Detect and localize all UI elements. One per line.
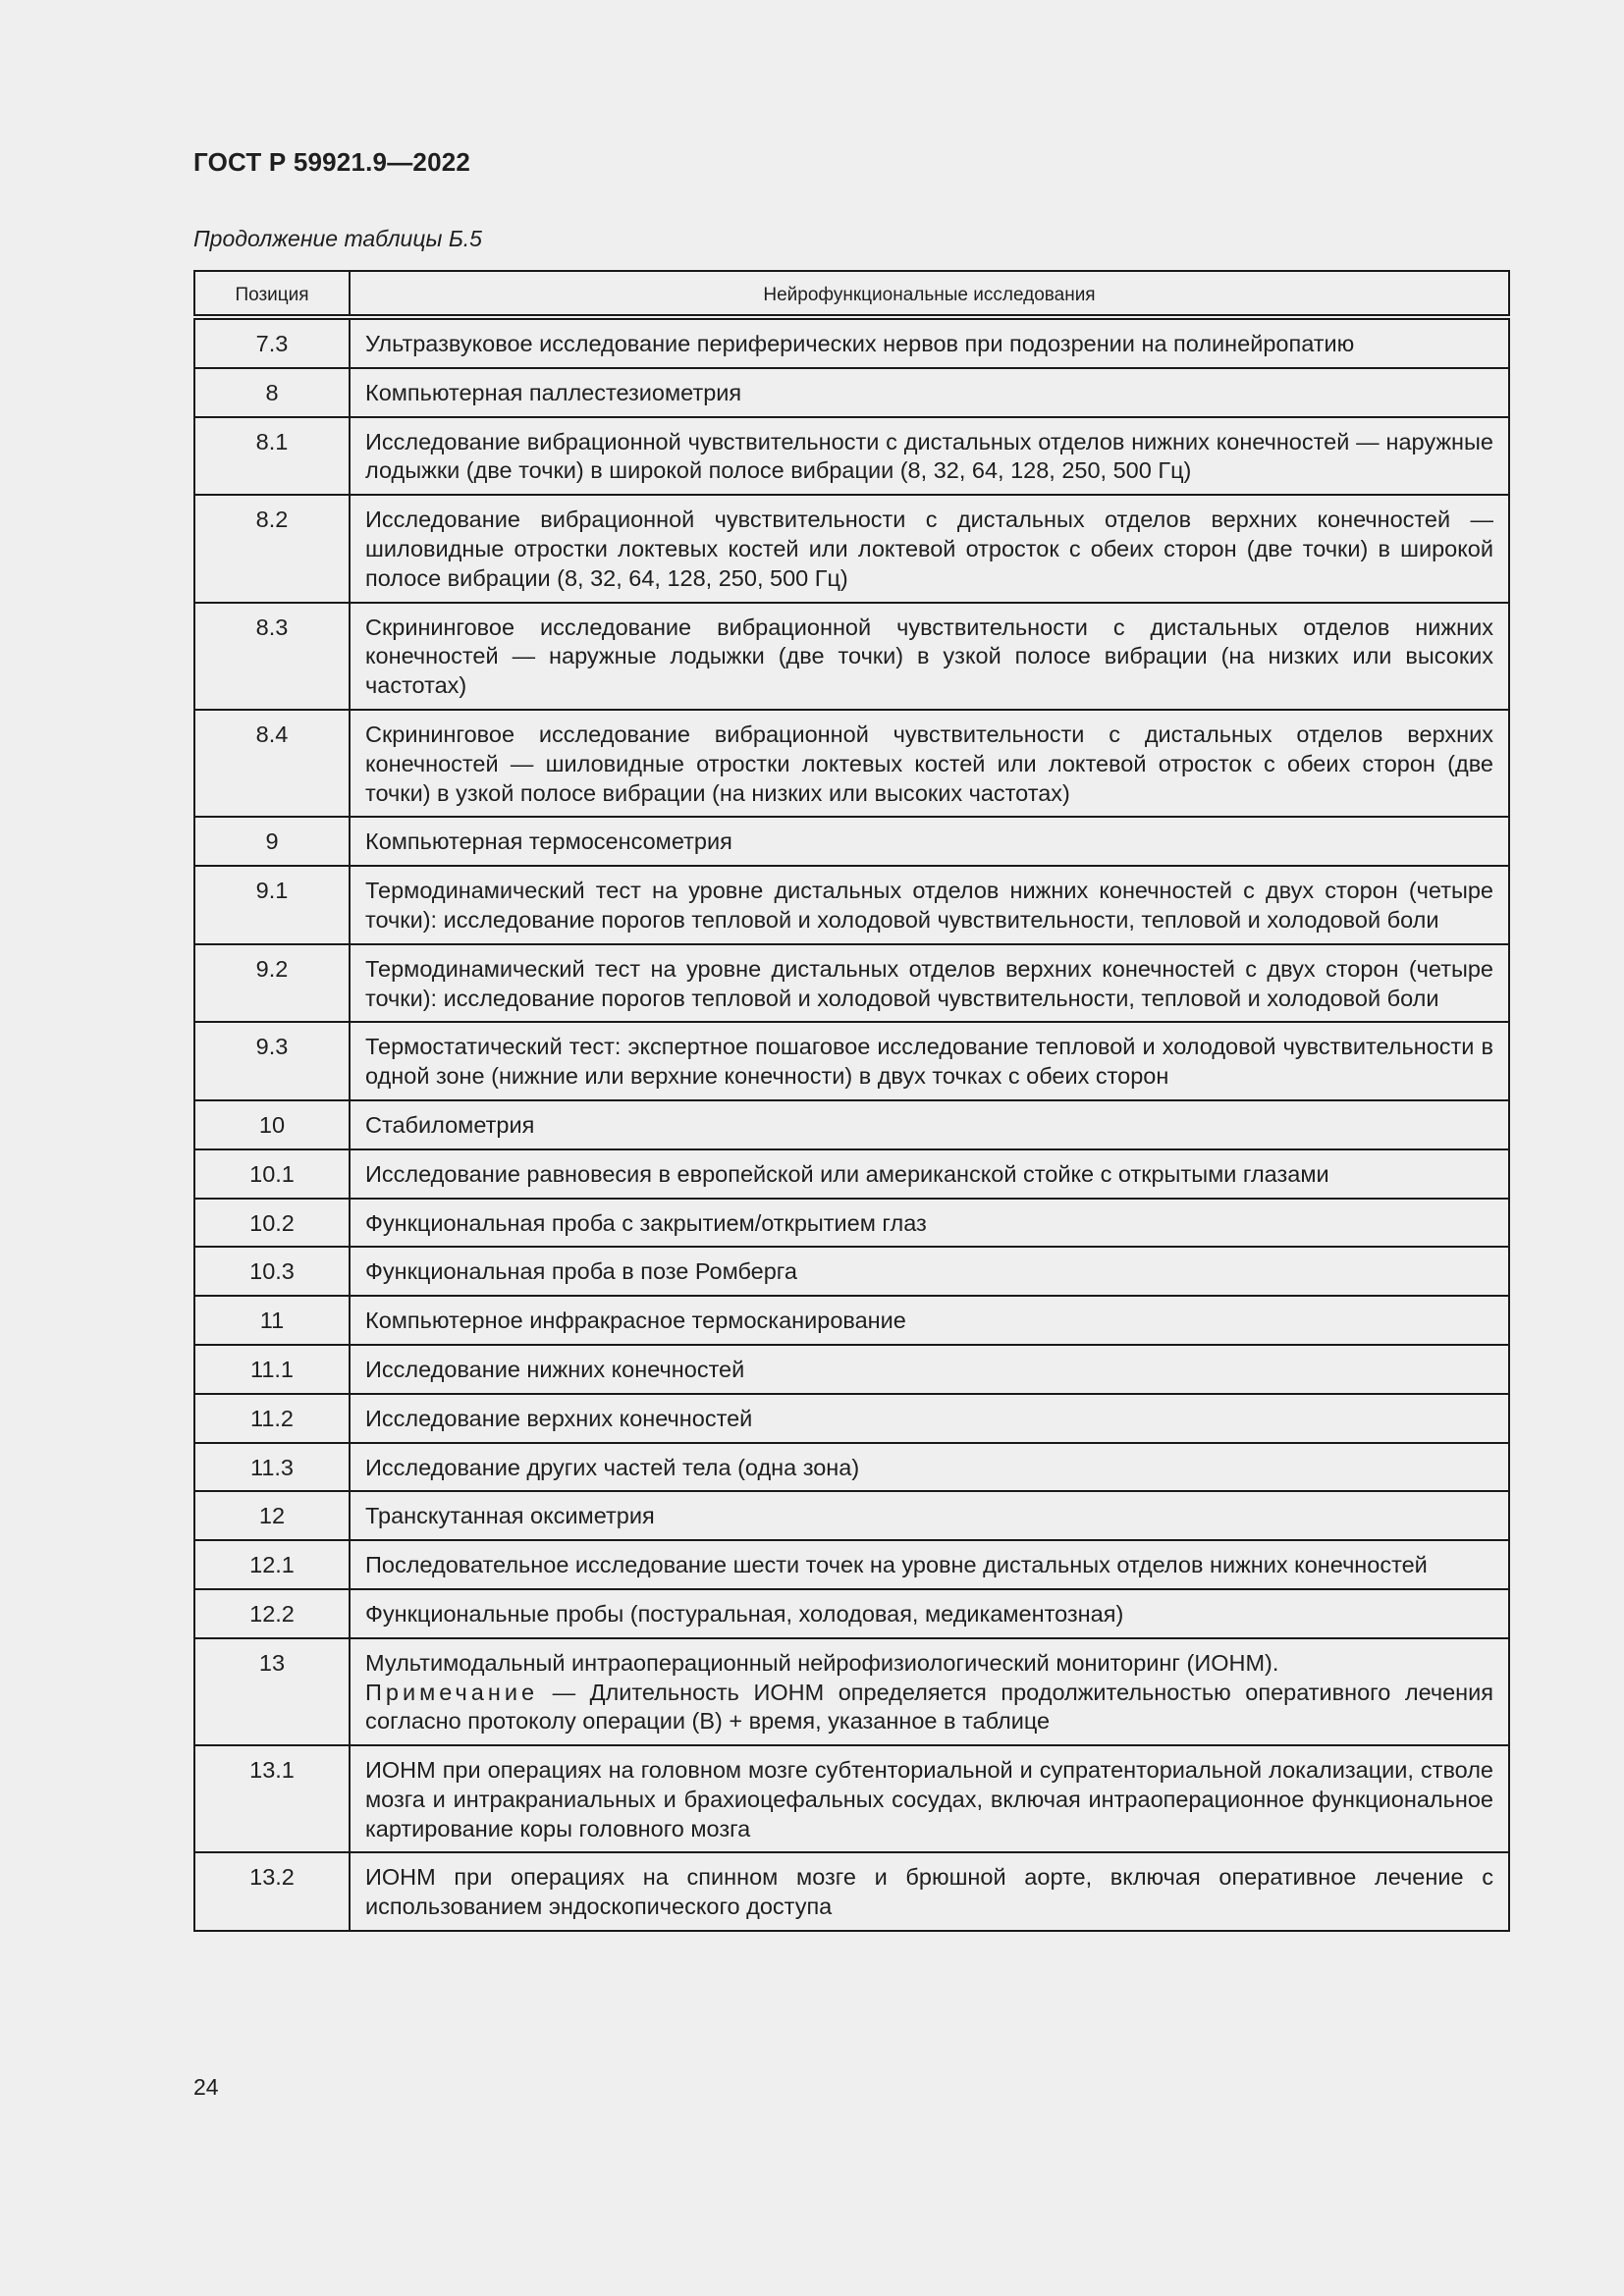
column-header-studies: Нейрофункциональные исследования: [350, 271, 1509, 317]
table-row: [194, 1296, 1509, 1345]
table-row: [194, 417, 1509, 496]
position-cell: 8.4: [194, 710, 350, 817]
description-cell: [350, 1296, 1509, 1345]
description-cell: [350, 1638, 1509, 1745]
position-cell: 7.3: [194, 317, 350, 368]
description-cell: [350, 710, 1509, 817]
description-cell: [350, 1745, 1509, 1852]
description-text: Исследование других частей тела (одна зона): [365, 1454, 860, 1480]
position-cell: 10: [194, 1100, 350, 1149]
description-cell: [350, 1247, 1509, 1296]
description-text: Термостатический тест: экспертное пошаговое исследование тепловой и холодовой чувствительности в одной зоне (нижние или верхние конечности) в двух точках с обеих сторон: [365, 1034, 1493, 1090]
table-row: [194, 866, 1509, 944]
table-body: [194, 317, 1509, 1931]
column-header-position: Позиция: [194, 271, 350, 317]
description-text: Исследование верхних конечностей: [365, 1405, 753, 1431]
table-caption: Продолжение таблицы Б.5: [193, 226, 482, 251]
description-cell: [350, 1149, 1509, 1199]
table-row: [194, 1022, 1509, 1100]
description-cell: [350, 944, 1509, 1023]
table-row: [194, 1100, 1509, 1149]
table-container: [193, 270, 1508, 1932]
position-cell: 10.2: [194, 1199, 350, 1248]
position-cell: 9.3: [194, 1022, 350, 1100]
position-cell: 12.2: [194, 1589, 350, 1638]
table-row: [194, 944, 1509, 1023]
description-text: Исследование равновесия в европейской или американской стойке с открытыми глазами: [365, 1160, 1329, 1187]
position-cell: 8: [194, 368, 350, 417]
position-cell: 13.1: [194, 1745, 350, 1852]
description-text: Термодинамический тест на уровне дистальных отделов нижних конечностей с двух сторон (четыре точки): исследование порогов тепловой и холодовой чувствительности, тепловой и холодовой боли: [365, 878, 1493, 933]
description-cell: [350, 368, 1509, 417]
description-text: Компьютерная паллестезиометрия: [365, 379, 742, 405]
description-cell: [350, 1443, 1509, 1492]
table-row: [194, 710, 1509, 817]
description-cell: [350, 1345, 1509, 1394]
description-text: ИОНМ при операциях на головном мозге субтенториальной и супратенториальной локализации, стволе мозга и интракраниальных и брахиоцефальных сосудах, включая интраоперационное функциональное картирование коры головного мозга: [365, 1757, 1493, 1842]
position-cell: 11.2: [194, 1394, 350, 1443]
table-row: [194, 1540, 1509, 1589]
description-text: Функциональные пробы (постуральная, холодовая, медикаментозная): [365, 1600, 1124, 1627]
description-text: Функциональная проба в позе Ромберга: [365, 1258, 797, 1285]
description-cell: [350, 817, 1509, 866]
description-cell: [350, 866, 1509, 944]
description-text: Мультимодальный интраоперационный нейрофизиологический мониторинг (ИОНМ).: [365, 1649, 1279, 1676]
description-cell: [350, 1394, 1509, 1443]
table-row: [194, 1638, 1509, 1745]
table-row: [194, 1149, 1509, 1199]
description-cell: [350, 1199, 1509, 1248]
description-text: Транскутанная оксиметрия: [365, 1503, 655, 1529]
position-cell: 13: [194, 1638, 350, 1745]
description-text: Стабилометрия: [365, 1111, 535, 1138]
description-cell: [350, 495, 1509, 602]
description-text: Исследование вибрационной чувствительности с дистальных отделов верхних конечностей — шиловидные отростки локтевых костей или локтевой отросток с обеих сторон (две точки) в широкой полосе вибрации (8, 32, 64, 128, 250, 500 Гц): [365, 507, 1493, 591]
position-cell: 12: [194, 1491, 350, 1540]
description-cell: [350, 1540, 1509, 1589]
note-label: Примечание: [365, 1679, 539, 1705]
table-row: [194, 1443, 1509, 1492]
table-row: [194, 368, 1509, 417]
description-cell: [350, 417, 1509, 496]
description-cell: [350, 1491, 1509, 1540]
description-text: Скрининговое исследование вибрационной чувствительности с дистальных отделов верхних конечностей — шиловидные отростки локтевых костей или локтевой отросток с обеих сторон (две точки) в узкой полосе вибрации (на низких или высоких частотах): [365, 721, 1493, 806]
position-cell: 9.2: [194, 944, 350, 1023]
position-cell: 10.3: [194, 1247, 350, 1296]
description-text: Исследование вибрационной чувствительности с дистальных отделов нижних конечностей — наружные лодыжки (две точки) в широкой полосе вибрации (8, 32, 64, 128, 250, 500 Гц): [365, 428, 1493, 484]
table-row: [194, 1852, 1509, 1931]
description-text: Последовательное исследование шести точек на уровне дистальных отделов нижних конечностей: [365, 1552, 1428, 1578]
position-cell: 10.1: [194, 1149, 350, 1199]
table-row: [194, 1589, 1509, 1638]
description-text: Функциональная проба с закрытием/открытием глаз: [365, 1209, 927, 1236]
table-row: [194, 1491, 1509, 1540]
description-text: Компьютерное инфракрасное термосканирование: [365, 1308, 906, 1334]
procedures-table: [193, 270, 1510, 1932]
position-cell: 12.1: [194, 1540, 350, 1589]
description-cell: [350, 603, 1509, 710]
description-text: ИОНМ при операциях на спинном мозге и брюшной аорте, включая оперативное лечение с использованием эндоскопического доступа: [365, 1864, 1493, 1920]
table-row: [194, 317, 1509, 368]
description-text: Исследование нижних конечностей: [365, 1356, 745, 1382]
description-text: Компьютерная термосенсометрия: [365, 828, 732, 855]
position-cell: 9.1: [194, 866, 350, 944]
description-text: Ультразвуковое исследование периферических нервов при подозрении на полинейропатию: [365, 331, 1355, 356]
description-text: Скрининговое исследование вибрационной чувствительности с дистальных отделов нижних конечностей — наружные лодыжки (две точки) в узкой полосе вибрации (на низких или высоких частотах): [365, 614, 1493, 699]
table-row: [194, 1394, 1509, 1443]
table-row: [194, 1199, 1509, 1248]
page-number: 24: [193, 2074, 219, 2100]
table-row: [194, 603, 1509, 710]
table-row: [194, 1345, 1509, 1394]
table-row: [194, 1247, 1509, 1296]
description-cell: [350, 1852, 1509, 1931]
position-cell: 13.2: [194, 1852, 350, 1931]
position-cell: 11.3: [194, 1443, 350, 1492]
table-row: [194, 1745, 1509, 1852]
description-cell: [350, 1589, 1509, 1638]
description-text: Термодинамический тест на уровне дистальных отделов верхних конечностей с двух сторон (четыре точки): исследование порогов тепловой и холодовой чувствительности, тепловой и холодовой боли: [365, 955, 1493, 1011]
description-cell: [350, 1022, 1509, 1100]
description-cell: [350, 317, 1509, 368]
document-code: ГОСТ Р 59921.9—2022: [193, 147, 471, 177]
position-cell: 8.2: [194, 495, 350, 602]
position-cell: 11.1: [194, 1345, 350, 1394]
note-text: — Длительность ИОНМ определяется продолжительностью оперативного лечения согласно протоколу операции (В) + время, указанное в таблице: [365, 1679, 1493, 1735]
table-header-row: [194, 271, 1509, 317]
table-row: [194, 495, 1509, 602]
table-row: [194, 817, 1509, 866]
position-cell: 8.3: [194, 603, 350, 710]
description-cell: [350, 1100, 1509, 1149]
position-cell: 11: [194, 1296, 350, 1345]
position-cell: 8.1: [194, 417, 350, 496]
position-cell: 9: [194, 817, 350, 866]
